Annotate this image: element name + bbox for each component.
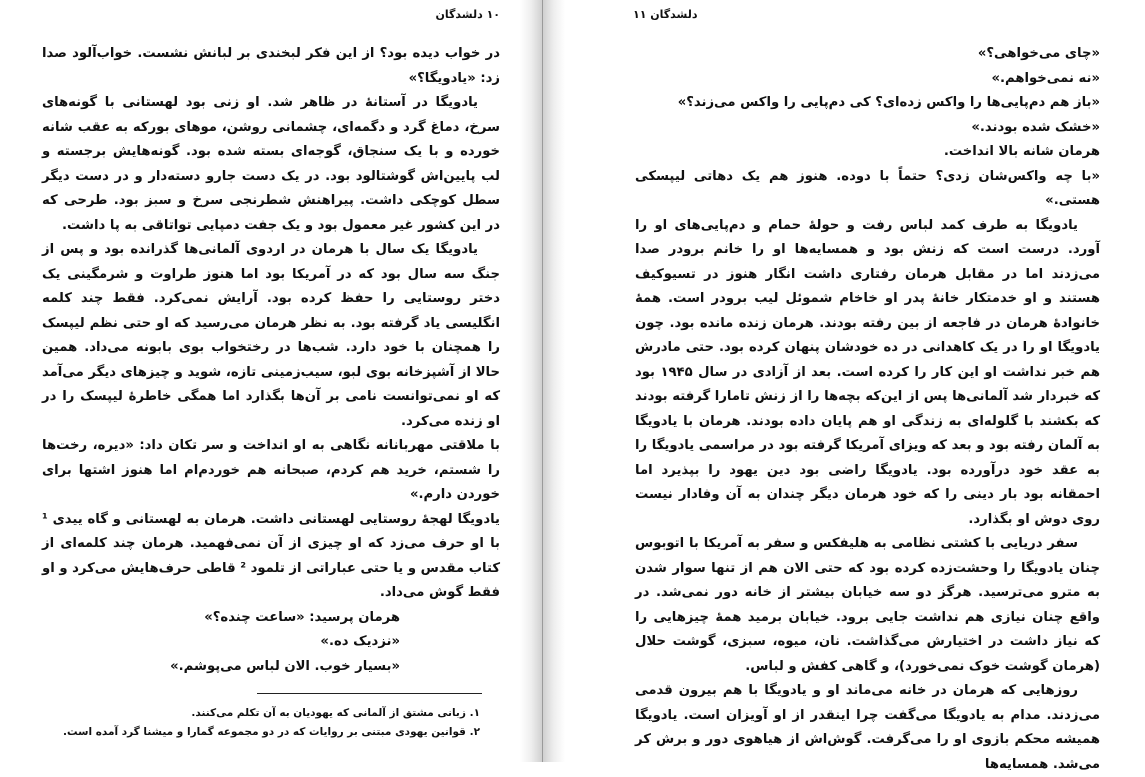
right-page <box>565 0 1145 772</box>
dialog-line: «نزدیک ده.» <box>320 634 400 649</box>
paragraph: روزهایی که هرمان در خانه می‌ماند او و یادویگا با هم بیرون قدمی می‌زدند. مدام به یادویگا می‌گفت چرا اینقدر از او آویزان است. یادویگا همیشه محکم بازوی او را می‌گرفت. گوش‌اش از هیاهوی دور و برش کر می‌شد. همسایه‌ها <box>635 683 1100 772</box>
page-header: دلشدگان ۱۱ <box>633 8 698 21</box>
paragraph: سفر دریایی با کشتی نظامی به هلیفکس و سفر به آمریکا با اتوبوس چنان یادویگا را وحشت‌زده کرده بود که حتی الان هم از تنها سوار شدن به مترو می‌ترسید. هرگز دو سه خیابان بیشتر از خانه دور نمی‌شد. در واقع چنان نیازی هم نداشت جایی برود. خیابان برمید همهٔ چیزهایی را که نیاز داشت در اختیارش می‌گذاشت. نان، میوه، سبزی، گوشت حلال (هرمان گوشت خوک نمی‌خورد)، و گاهی کفش و لباس. <box>635 536 1100 674</box>
footnote: ۲. قوانین یهودی مبتنی بر روایات که در دو مجموعه گمارا و میشنا گرد آمده است. <box>63 726 480 738</box>
dialog-line: «باز هم دم‌پایی‌ها را واکس زده‌ای؟ کی دم‌پایی را واکس می‌زند؟» <box>677 95 1100 110</box>
gutter-divider <box>542 0 543 762</box>
dialog-line: «بسیار خوب. الان لباس می‌پوشم.» <box>170 658 400 674</box>
paragraph: یادویگا در آستانهٔ در ظاهر شد. او زنی بود لهستانی با گونه‌های سرخ، دماغ گرد و دگمه‌ای، چشمانی روشن، موهای بورکه به عقب شانه خورده و با یک سنجاق، گوجه‌ای بسته شده بود. گونه‌هایش برجسته و لب پایین‌اش گوشتالود بود. در یک دست جارو دسته‌دار و در دست دیگر سطل کوچکی داشت. پیراهنش شطرنجی سرخ و سبز بود. طرحی که در این کشور غیر معمول بود و یک جفت دمپایی تواتاقی به پا داشت. <box>42 95 500 233</box>
page-body <box>42 42 500 679</box>
footnote: ۱. زبانی مشتق از آلمانی که یهودیان به آن تکلم می‌کنند. <box>191 707 480 719</box>
left-page <box>0 0 520 762</box>
page-header: ۱۰ دلشدگان <box>435 8 500 21</box>
page-body <box>635 42 1100 777</box>
paragraph: یادویگا لهجهٔ روستایی لهستانی داشت. هرمان به لهستانی و گاه ییدی ¹ با او حرف می‌زد که او چیزی از آن نمی‌فهمید. هرمان چند کلمه‌ای از کتاب مقدس و یا حتی عباراتی از تلمود ² قاطی حرف‌هایش می‌کرد و او فقط گوش می‌داد. <box>42 511 500 600</box>
dialog-line: «خشک شده بودند.» <box>971 119 1100 135</box>
paragraph: «با چه واکس‌شان زدی؟ حتماً با دوده. هنوز هم یک دهاتی لیپسکی هستی.» <box>635 168 1100 208</box>
paragraph: یادویگا به طرف کمد لباس رفت و حولهٔ حمام و دم‌پایی‌های او را آورد. درست است که زنش بود و همسایه‌ها او را خانم برودر صدا می‌زدند اما در مقابل هرمان رفتاری داشت انگار هنوز در تسیوکیف هستند و او خدمتکار خانهٔ پدر او خاخام شموئل لیب برودر است. همهٔ خانوادهٔ هرمان در فاجعه از بین رفته بودند. هرمان زنده مانده بود. چون یادویگا او را در یک کاهدانی در ده خودشان پنهان کرده بود. حتی مادرش هم خبر نداشت او این کار را کرده است. بعد از آزادی در سال ۱۹۴۵ بود که خبردار شد آلمانی‌ها پس از این‌که بچه‌ها را از زنش تامارا گرفته بودند که بکشند با گلوله‌ای به زندگی او هم پایان داده بودند. هرمان با یادویگا به آلمان رفته بود و بعد که ویزای آمریکا گرفته بود در مراسمی یادویگا را به عقد خود درآورده بود. یادویگا راضی بود دین یهود را بپذیرد اما احمقانه بود بار دینی را که خود هرمان دیگر چندان به آن وفادار نیست روی دوش او بگذارد. <box>635 217 1100 527</box>
dialog-line: هرمان پرسید: «ساعت چنده؟» <box>204 609 400 625</box>
footnote-divider <box>257 693 482 694</box>
paragraph: با ملاقتی مهربانانه نگاهی به او انداخت و سر تکان داد: «دیره، رخت‌ها را شستم، خرید هم کردم، صبحانه هم خوردم‌ام اما هنوز اشتها برای خوردن دارم.» <box>42 438 500 502</box>
paragraph: یادویگا یک سال با هرمان در اردوی آلمانی‌ها گذرانده بود و پس از جنگ سه سال بود که در آمریکا بود اما هنوز طراوت و شرمگینی یک دختر روستایی را حفظ کرده بود. آرایش نمی‌کرد. فقط چند کلمه انگلیسی یاد گرفته بود. به نظر هرمان می‌رسید که او حتی نظم لیپسک را همچنان با خود دارد. شب‌ها در رختخواب بوی بابونه می‌داد. همین حالا از آشپزخانه بوی لبو، سیب‌زمینی تازه، شوید و چیزهای دیگر می‌آمد که او نمی‌توانست نامی بر آن‌ها بگذارد اما همگی خاطرهٔ لیپسک را در او زنده می‌کرد. <box>42 242 500 429</box>
paragraph: در خواب دیده بود؟ از این فکر لبخندی بر لبانش نشست. خواب‌آلود صدا زد: «یادویگا؟» <box>42 46 500 86</box>
dialog-line: هرمان شانه بالا انداخت. <box>943 144 1100 159</box>
footnotes <box>40 704 480 742</box>
dialog-line: «چای می‌خواهی؟» <box>977 46 1100 61</box>
dialog-line: «نه نمی‌خواهم.» <box>991 70 1100 86</box>
